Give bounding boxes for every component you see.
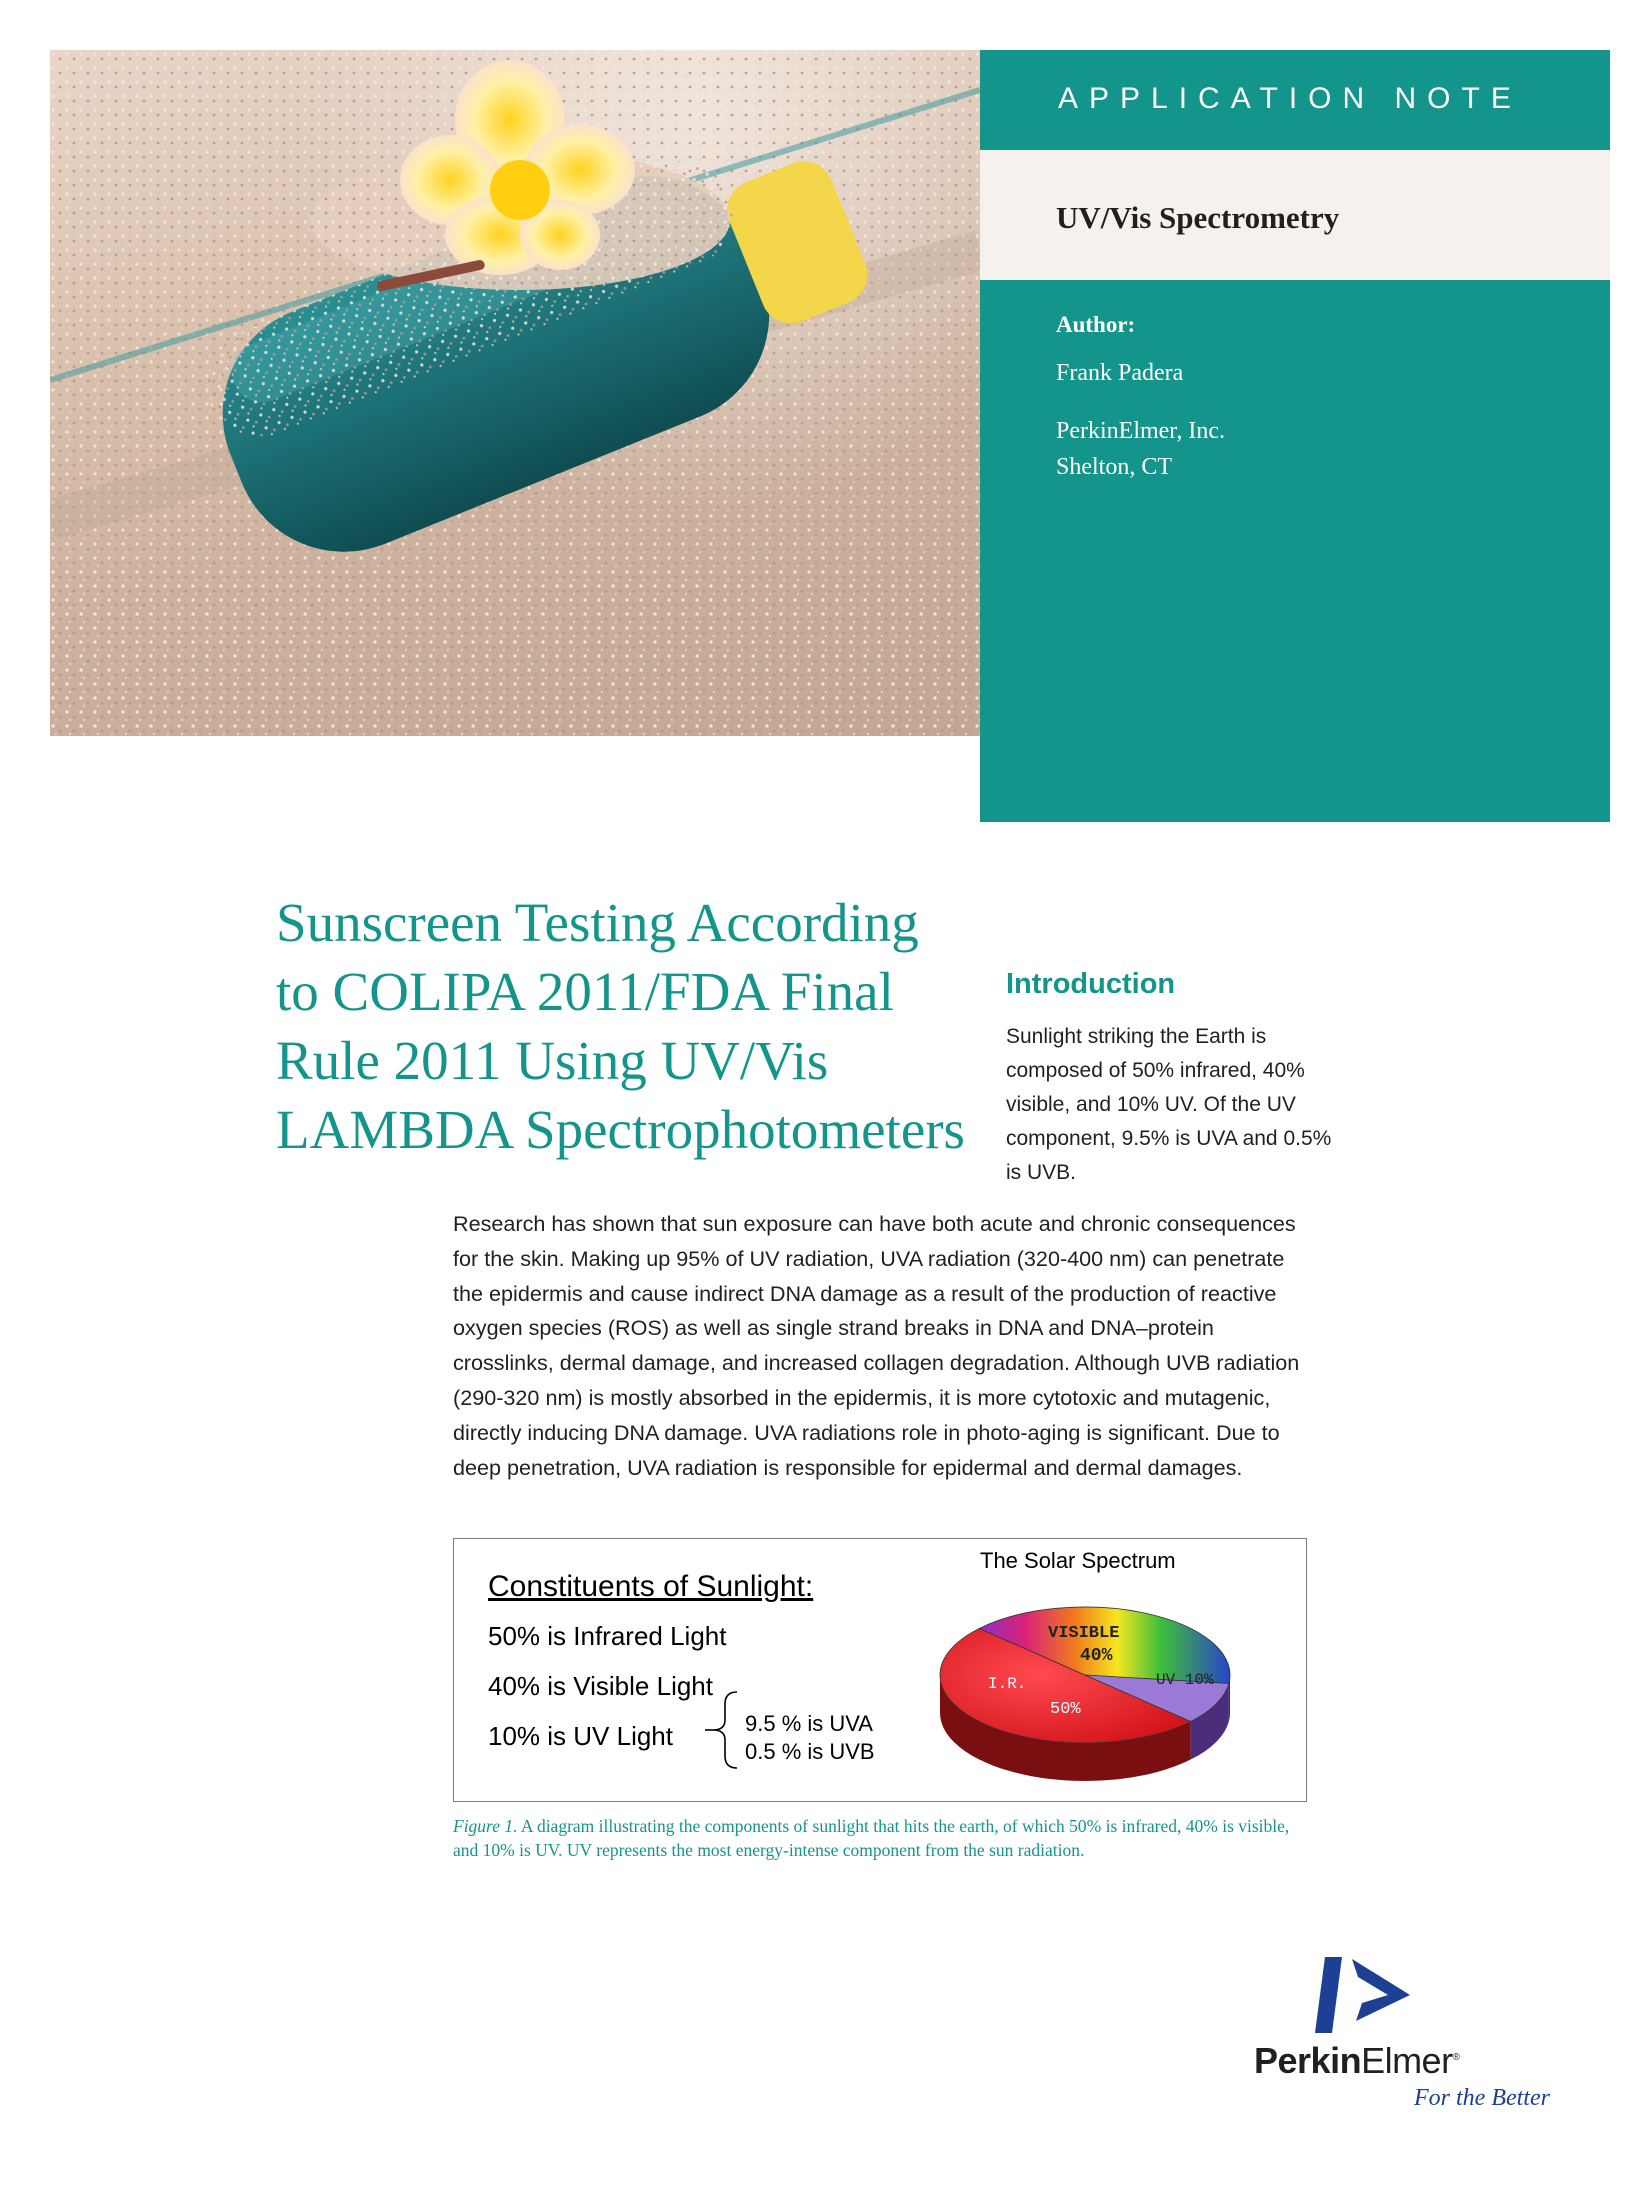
- registered-mark-icon: ®: [1452, 2052, 1460, 2063]
- category-label: UV/Vis Spectrometry: [1056, 200, 1340, 235]
- wordmark-elmer: Elmer: [1361, 2040, 1453, 2081]
- introduction-heading: Introduction: [1006, 968, 1176, 1000]
- author-org-line: PerkinElmer, Inc.: [1056, 418, 1225, 444]
- figure-item-uv: 10% is UV Light: [488, 1721, 673, 1751]
- figure-heading: Constituents of Sunlight:: [488, 1570, 814, 1603]
- figure-uvb-share: 0.5 % is UVB: [745, 1739, 875, 1764]
- figure-item-visible: 40% is Visible Light: [488, 1671, 713, 1701]
- pie-label-ir-pct: 50%: [1050, 1700, 1081, 1719]
- pie-chart-title: The Solar Spectrum: [980, 1548, 1176, 1573]
- pie-label-visible: VISIBLE: [1048, 1624, 1120, 1643]
- author-name: Frank Padera: [1056, 360, 1184, 386]
- author-location-line: Shelton, CT: [1056, 454, 1173, 480]
- figure-caption-text: A diagram illustrating the components of sunlight that hits the earth, of which 50% is infrared, 40% is visible, and 10% is UV. UV represents the most energy-intense component from the sun radiation.: [453, 1816, 1290, 1860]
- figure-item-infrared: 50% is Infrared Light: [488, 1621, 727, 1651]
- perkinelmer-p-logo-icon: [1310, 1955, 1420, 2035]
- brand-tagline: For the Better: [1414, 2085, 1550, 2111]
- figure-uva-share: 9.5 % is UVA: [745, 1711, 873, 1736]
- author-organization: [1056, 413, 1225, 485]
- sunscreen-bottle-illustration: [50, 50, 980, 736]
- perkinelmer-wordmark: [1254, 2040, 1459, 2082]
- title-line-1: Sunscreen Testing According: [276, 892, 919, 953]
- solar-spectrum-pie-chart: [930, 1580, 1260, 1790]
- pie-label-ir: I.R.: [988, 1675, 1027, 1693]
- pie-label-visible-pct: 40%: [1080, 1646, 1113, 1666]
- uv-split-brace: [705, 1690, 745, 1770]
- wordmark-perkin: Perkin: [1254, 2040, 1362, 2081]
- document-title: [276, 888, 996, 1164]
- figure-caption-label: Figure 1.: [453, 1816, 518, 1836]
- title-line-4: LAMBDA Spectrophotometers: [276, 1099, 965, 1160]
- pie-label-uv: UV 10%: [1156, 1671, 1214, 1689]
- hero-photo: [50, 50, 980, 736]
- title-line-2: to COLIPA 2011/FDA Final: [276, 961, 894, 1022]
- application-note-label: APPLICATION NOTE: [1058, 82, 1522, 115]
- introduction-body-paragraph: Research has shown that sun exposure can have both acute and chronic consequences for the skin. Making up 95% of UV radiation, UVA radiation (320-400 nm) can penetrate the epidermis and cause indirect DNA damage as a result of the production of reactive oxygen species (ROS) as well as single strand breaks in DNA and DNA–protein crosslinks, dermal damage, and increased collagen degradation. Although UVB radiation (290-320 nm) is mostly absorbed in the epidermis, it is more cytotoxic and mutagenic, directly inducing DNA damage. UVA radiations role in photo-aging is significant. Due to deep penetration, UVA radiation is responsible for epidermal and dermal damages.: [453, 1211, 1300, 1480]
- author-label: Author:: [1056, 312, 1136, 337]
- figure-caption: [453, 1814, 1313, 1862]
- title-line-3: Rule 2011 Using UV/Vis: [276, 1030, 829, 1091]
- introduction-lead-paragraph: Sunlight striking the Earth is composed of 50% infrared, 40% visible, and 10% UV. Of the UV component, 9.5% is UVA and 0.5% is UVB.: [1006, 1025, 1332, 1184]
